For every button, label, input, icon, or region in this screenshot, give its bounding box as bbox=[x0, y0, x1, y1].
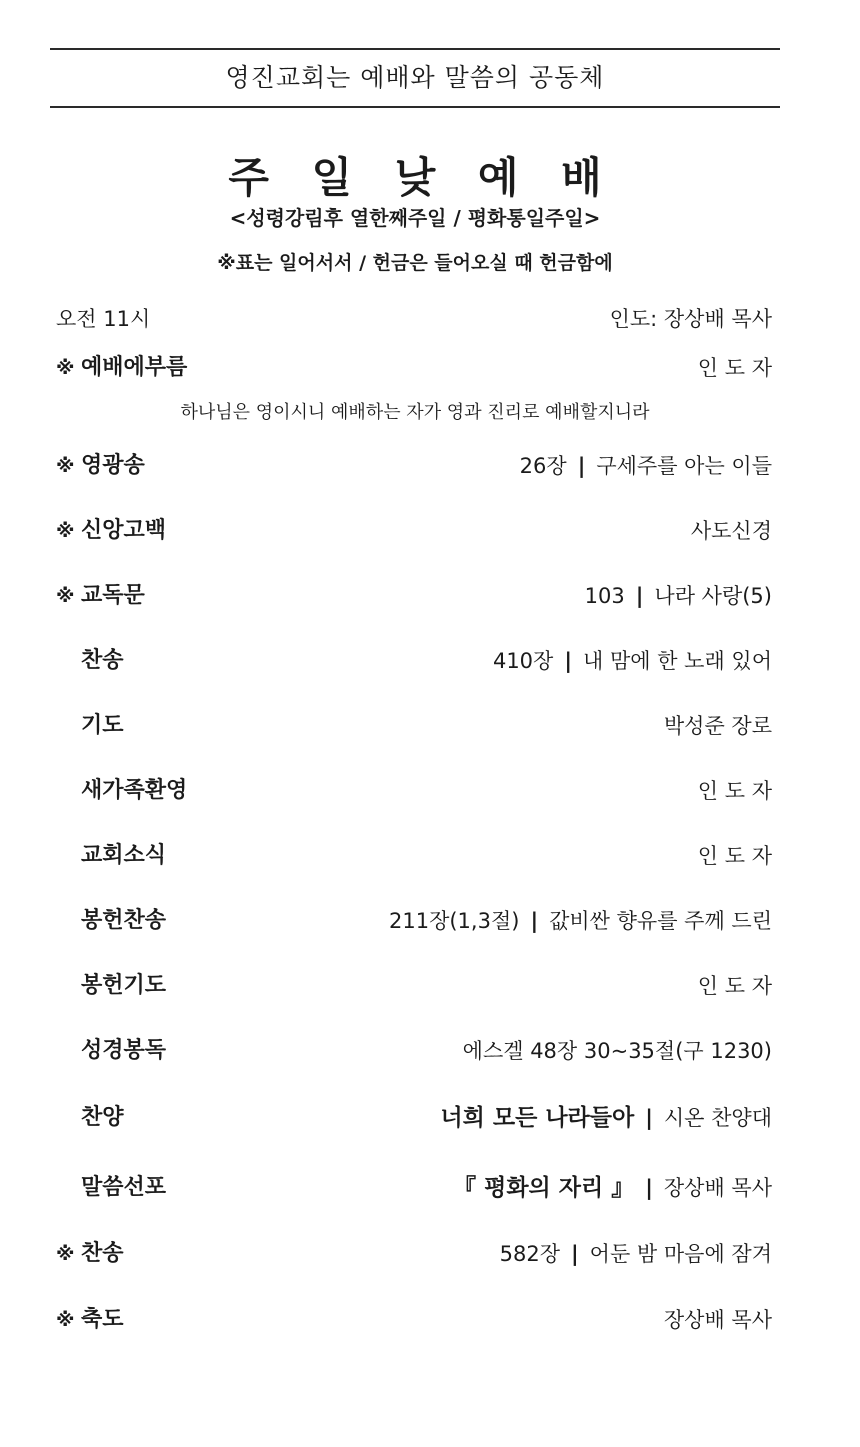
order-value: 에스겔 48장 30~35절(구 1230) bbox=[462, 1039, 772, 1063]
hymn-number: 582장 bbox=[499, 1242, 560, 1266]
order-item-closing-hymn bbox=[56, 1236, 772, 1272]
order-value bbox=[585, 578, 772, 614]
order-value: 인 도 자 bbox=[697, 356, 772, 380]
order-item-church-news bbox=[56, 838, 772, 874]
church-motto: 영진교회는 예배와 말씀의 공동체 bbox=[225, 63, 605, 92]
order-label: 찬양 bbox=[81, 1105, 124, 1130]
order-label: 교회소식 bbox=[81, 843, 167, 868]
hymn-title: 내 맘에 한 노래 있어 bbox=[583, 649, 772, 673]
standing-mark: ※ bbox=[56, 357, 75, 379]
order-value bbox=[440, 1100, 772, 1136]
standing-mark: ※ bbox=[56, 1243, 75, 1265]
standing-mark: ※ bbox=[56, 1309, 75, 1331]
order-item-benediction bbox=[56, 1302, 772, 1338]
order-item-new-family-welcome bbox=[56, 773, 772, 809]
preacher-name: 장상배 목사 bbox=[663, 1176, 772, 1200]
top-rule bbox=[50, 48, 780, 50]
order-label: 봉헌찬송 bbox=[81, 908, 167, 933]
order-label: 성경봉독 bbox=[81, 1038, 167, 1063]
hymn-title: 구세주를 아는 이들 bbox=[596, 454, 772, 478]
order-label: 교독문 bbox=[81, 583, 145, 608]
service-subtitle: <성령강림후 열한째주일 / 평화통일주일> bbox=[229, 206, 601, 230]
separator: | bbox=[645, 1106, 653, 1130]
hymn-number: 26장 bbox=[519, 454, 567, 478]
order-label: 말씀선포 bbox=[81, 1175, 167, 1200]
order-item-offertory-prayer bbox=[56, 968, 772, 1004]
separator: | bbox=[564, 649, 572, 673]
order-label: 영광송 bbox=[81, 453, 145, 478]
reading-number: 103 bbox=[584, 584, 625, 608]
order-item-hymn bbox=[56, 643, 772, 679]
separator: | bbox=[571, 1242, 579, 1266]
service-title: 주 일 낮 예 배 bbox=[228, 153, 616, 202]
order-item-creed bbox=[56, 513, 772, 549]
separator: | bbox=[645, 1176, 653, 1200]
order-item-prayer bbox=[56, 708, 772, 744]
order-value: 장상배 목사 bbox=[663, 1308, 772, 1332]
separator: | bbox=[577, 454, 586, 478]
order-item-gloria bbox=[56, 448, 772, 484]
order-item-scripture-reading bbox=[56, 1033, 772, 1069]
order-value bbox=[520, 448, 772, 484]
order-label: 예배에부름 bbox=[81, 355, 188, 380]
separator: | bbox=[635, 584, 644, 608]
standing-mark: ※ bbox=[56, 520, 75, 542]
order-label: 찬송 bbox=[81, 648, 124, 673]
hymn-title: 값비싼 향유를 주께 드린 bbox=[549, 909, 772, 933]
order-value bbox=[453, 1170, 772, 1206]
reading-title: 나라 사랑(5) bbox=[654, 584, 772, 608]
order-value: 사도신경 bbox=[690, 519, 772, 543]
order-value: 박성준 장로 bbox=[663, 714, 772, 738]
order-label: 신앙고백 bbox=[81, 518, 167, 543]
order-value: 인 도 자 bbox=[697, 844, 772, 868]
order-item-anthem bbox=[56, 1100, 772, 1136]
order-label: 새가족환영 bbox=[81, 778, 188, 803]
order-value: 인 도 자 bbox=[697, 974, 772, 998]
order-item-responsive-reading bbox=[56, 578, 772, 614]
anthem-title: 너희 모든 나라들아 bbox=[440, 1105, 635, 1131]
service-time: 오전 11시 bbox=[56, 307, 151, 331]
motto-bottom-rule bbox=[50, 106, 780, 108]
order-item-call-to-worship bbox=[56, 350, 772, 386]
order-label: 찬송 bbox=[81, 1241, 124, 1266]
order-value bbox=[389, 903, 772, 939]
order-label: 축도 bbox=[81, 1307, 124, 1332]
standing-mark: ※ bbox=[56, 455, 75, 477]
order-label: 기도 bbox=[81, 713, 124, 738]
standing-mark: ※ bbox=[56, 585, 75, 607]
choir-name: 시온 찬양대 bbox=[663, 1106, 772, 1130]
order-item-sermon bbox=[56, 1170, 772, 1206]
order-value: 인 도 자 bbox=[697, 779, 772, 803]
order-label: 봉헌기도 bbox=[81, 973, 167, 998]
standing-notice: ※표는 일어서서 / 헌금은 들어오실 때 헌금함에 bbox=[217, 252, 613, 274]
sermon-title: 『 평화의 자리 』 bbox=[453, 1175, 635, 1201]
service-leader: 인도: 장상배 목사 bbox=[609, 307, 772, 331]
call-to-worship-verse: 하나님은 영이시니 예배하는 자가 영과 진리로 예배할지니라 bbox=[180, 402, 650, 423]
separator: | bbox=[530, 909, 539, 933]
hymn-number: 410장 bbox=[492, 649, 554, 673]
hymn-title: 어둔 밤 마음에 잠겨 bbox=[589, 1242, 772, 1266]
order-value bbox=[500, 1236, 772, 1272]
hymn-number: 211장(1,3절) bbox=[389, 909, 520, 933]
order-value bbox=[493, 643, 772, 679]
order-item-offertory-hymn bbox=[56, 903, 772, 939]
